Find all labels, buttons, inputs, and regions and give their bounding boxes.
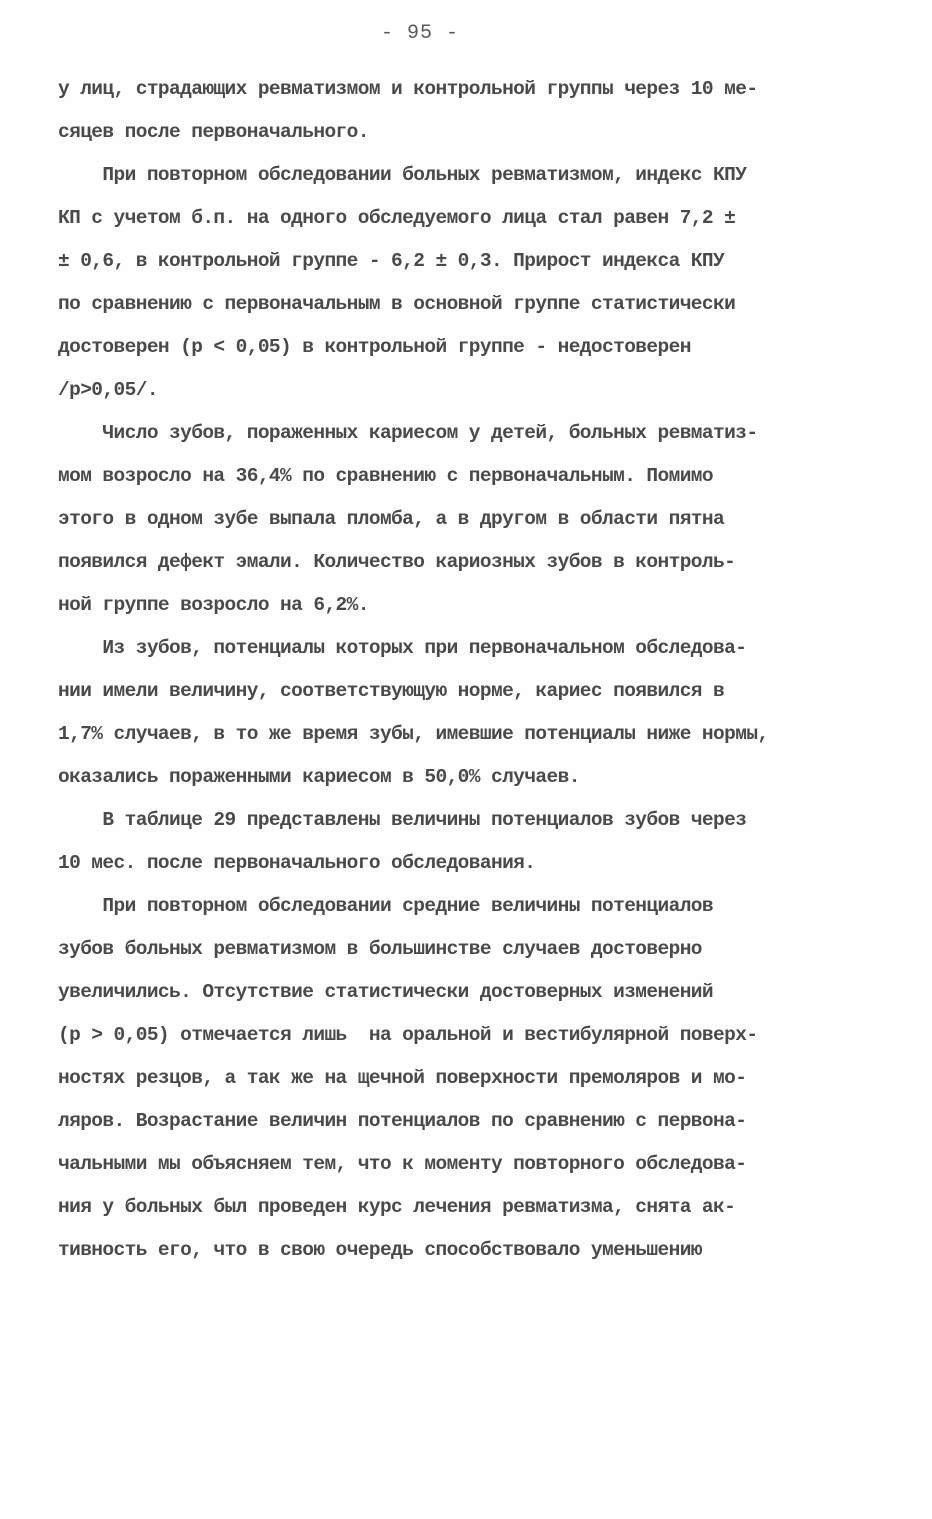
text-line: оказались пораженными кариесом в 50,0% случаев. [58,766,580,788]
text-line: (р > 0,05) отмечается лишь на оральной и вестибулярной поверх- [58,1024,758,1046]
text-line: При повторном обследовании средние величины потенциалов [58,895,714,917]
text-line: увеличились. Отсутствие статистически достоверных изменений [58,981,714,1003]
text-line: мом возросло на 36,4% по сравнению с первоначальным. Помимо [58,465,714,487]
text-line: ной группе возросло на 6,2%. [58,594,369,616]
text-line: ± 0,6, в контрольной группе - 6,2 ± 0,3. Прирост индекса КПУ [58,250,725,272]
text-line: Из зубов, потенциалы которых при первоначальном обследова- [58,637,747,659]
text-line: этого в одном зубе выпала пломба, а в другом в области пятна [58,508,725,530]
text-line: 1,7% случаев, в то же время зубы, имевшие потенциалы ниже нормы, [58,723,769,745]
text-line: Число зубов, пораженных кариесом у детей, больных ревматиз- [58,422,758,444]
text-line: нии имели величину, соответствующую норме, кариес появился в [58,680,725,702]
text-line: по сравнению с первоначальным в основной группе статистически [58,293,736,315]
text-line: /р>0,05/. [58,379,158,401]
page-number: - 95 - [380,22,459,45]
text-line: у лиц, страдающих ревматизмом и контрольной группы через 10 ме- [58,78,758,100]
text-line: появился дефект эмали. Количество кариозных зубов в контроль- [58,551,736,573]
text-line: ния у больных был проведен курс лечения ревматизма, снята ак- [58,1196,736,1218]
text-line: достоверен (р < 0,05) в контрольной группе - недостоверен [58,336,691,358]
text-line: зубов больных ревматизмом в большинстве случаев достоверно [58,938,702,960]
text-line: чальными мы объясняем тем, что к моменту повторного обследова- [58,1153,747,1175]
text-line: ностях резцов, а так же на щечной поверхности премоляров и мо- [58,1067,747,1089]
text-line: ляров. Возрастание величин потенциалов по сравнению с первона- [58,1110,747,1132]
body-text [58,68,888,1272]
text-line: тивность его, что в свою очередь способствовало уменьшению [58,1239,702,1261]
text-line: 10 мес. после первоначального обследования. [58,852,536,874]
text-line: сяцев после первоначального. [58,121,369,143]
text-line: При повторном обследовании больных ревматизмом, индекс КПУ [58,164,747,186]
text-line: В таблице 29 представлены величины потенциалов зубов через [58,809,747,831]
text-line: КП с учетом б.п. на одного обследуемого лица стал равен 7,2 ± [58,207,736,229]
